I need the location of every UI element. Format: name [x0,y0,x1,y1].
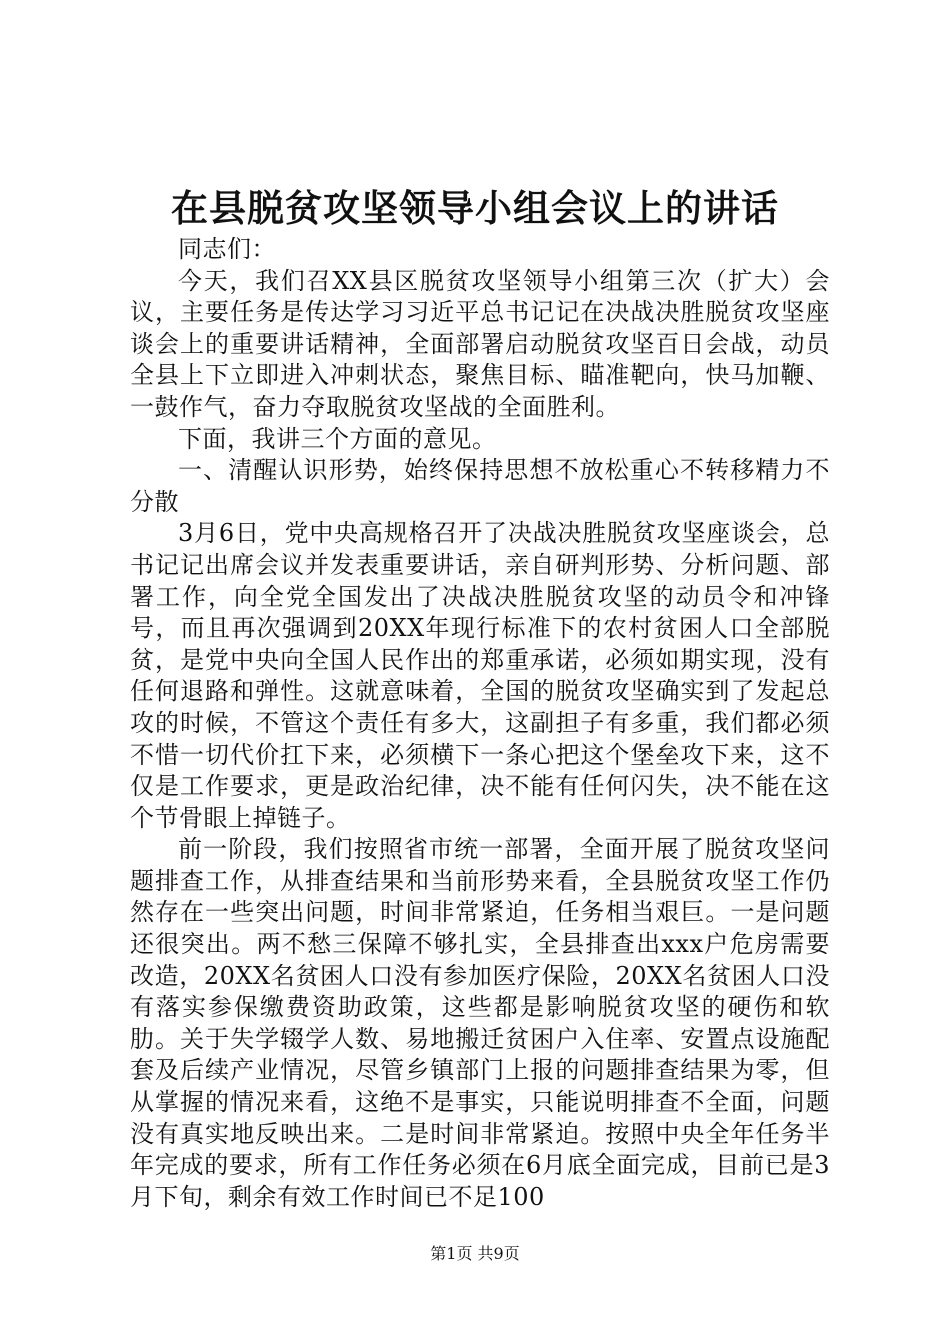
body-paragraph: 前一阶段，我们按照省市统一部署，全面开展了脱贫攻坚问题排查工作，从排查结果和当前形势来看，全县脱贫攻坚工作仍然存在一些突出问题，时间非常紧迫，任务相当艰巨。一是问题还很突出。两不愁三保障不够扎实，全县排查出xxx户危房需要改造，20XX名贫困人口没有参加医疗保险，20XX名贫困人口没有落实参保缴费资助政策，这些都是影响脱贫攻坚的硬伤和软肋。关于失学辍学人数、易地搬迁贫困户入住率、安置点设施配套及后续产业情况，尽管乡镇部门上报的问题排查结果为零，但从掌握的情况来看，这绝不是事实，只能说明排查不全面，问题没有真实地反映出来。二是时间非常紧迫。按照中央全年任务半年完成的要求，所有工作任务必须在6月底全面完成，目前已是3月下旬，剩余有效工作时间已不足100 [130,835,830,1211]
intro-paragraph: 今天，我们召XX县区脱贫攻坚领导小组第三次（扩大）会议，主要任务是传达学习习近平总书记记在决战决胜脱贫攻坚座谈会上的重要讲话精神，全面部署启动脱贫攻坚百日会战，动员全县上下立即进入冲刺状态，聚焦目标、瞄准靶向，快马加鞭、一鼓作气，奋力夺取脱贫攻坚战的全面胜利。 [130,266,830,421]
section-heading: 一、清醒认识形势，始终保持思想不放松重心不转移精力不分散 [130,456,830,516]
body-paragraph: 3月6日，党中央高规格召开了决战决胜脱贫攻坚座谈会，总书记记出席会议并发表重要讲话，亲自研判形势、分析问题、部署工作，向全党全国发出了决战决胜脱贫攻坚的动员令和冲锋号，而且再次强调到20XX年现行标准下的农村贫困人口全部脱贫，是党中央向全国人民作出的郑重承诺，必须如期实现，没有任何退路和弹性。这就意味着，全国的脱贫攻坚确实到了发起总攻的时候，不管这个责任有多大，这副担子有多重，我们都必须不惜一切代价扛下来，必须横下一条心把这个堡垒攻下来，这不仅是工作要求，更是政治纪律，决不能有任何闪失，决不能在这个节骨眼上掉链子。 [130,519,830,832]
outline-paragraph: 下面，我讲三个方面的意见。 [178,424,497,453]
salutation-paragraph: 同志们： [178,235,276,263]
document-title: 在县脱贫攻坚领导小组会议上的讲话 [171,186,779,230]
page-footer: 第1页 共9页 [430,1244,520,1263]
document-body [130,234,830,1213]
